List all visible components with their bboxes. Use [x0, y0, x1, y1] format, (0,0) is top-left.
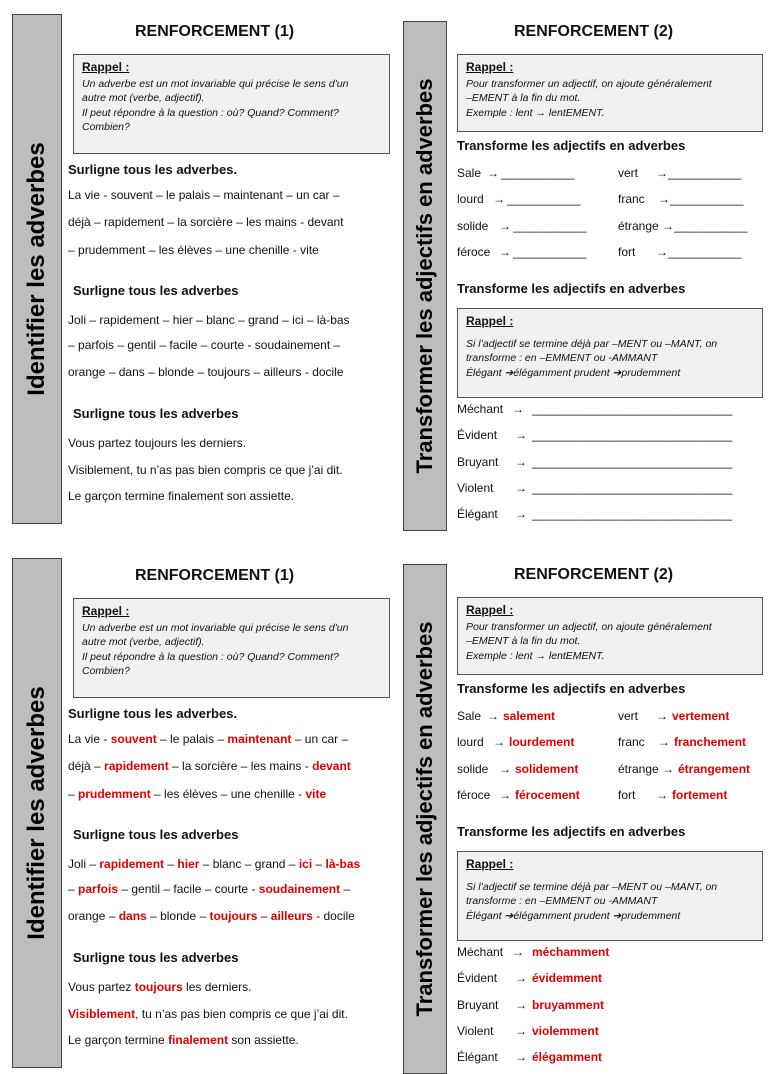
exercise-line	[68, 909, 355, 923]
rappel-title: Rappel :	[82, 604, 130, 618]
rappel-line: Il peut répondre à la question : où? Quand? Comment?	[82, 650, 339, 663]
answer-text: vertement	[672, 709, 730, 723]
answer-blank: ___________	[501, 166, 575, 180]
answer-text: salement	[503, 709, 556, 723]
word: –	[68, 882, 79, 896]
exercise-line	[68, 1033, 299, 1047]
rappel-title: Rappel :	[466, 314, 514, 328]
rappel-title: Rappel :	[82, 60, 130, 74]
exercise-line	[68, 489, 294, 503]
exercise-heading-1: Transforme les adjectifs en adverbes	[457, 138, 686, 153]
arrow-glyph: →	[662, 762, 674, 776]
rappel-title: Rappel :	[466, 60, 514, 74]
arrow-glyph: →	[662, 219, 674, 233]
exercise-line	[68, 215, 344, 229]
word: maintenant	[227, 732, 292, 746]
arrow-glyph: →	[515, 507, 527, 521]
word: toujours	[209, 909, 258, 923]
section-heading: Surligne tous les adverbes.	[68, 162, 238, 177]
arrow-glyph: →	[515, 428, 527, 442]
section-heading: Surligne tous les adverbes	[73, 827, 239, 842]
right-rappel-box-2	[457, 851, 763, 941]
section-heading: Surligne tous les adverbes.	[68, 706, 238, 721]
arrow-glyph: →	[499, 788, 511, 802]
word: parfois	[78, 882, 119, 896]
arrow-glyph: →	[512, 402, 524, 416]
rappel-line: Combien?	[82, 120, 130, 133]
answer-blank: ______________________________	[532, 402, 733, 416]
answer-text: violemment	[532, 1024, 599, 1038]
rappel-line: Pour transformer un adjectif, on ajoute généralement	[466, 78, 712, 91]
word: –	[340, 882, 351, 896]
right-side-label: Transformer les adjectifs en adverbes	[412, 78, 437, 474]
exercise-line	[68, 857, 360, 871]
answer-blank: ___________	[668, 166, 742, 180]
adjective-label: Méchant	[457, 945, 504, 959]
answer-blank: ___________	[513, 245, 587, 259]
adjective-label: lourd	[457, 735, 484, 749]
answer-blank: ______________________________	[532, 507, 733, 521]
word: Joli –	[68, 857, 100, 871]
word: maintenant	[223, 188, 283, 202]
word: – blanc – grand –	[199, 857, 299, 871]
rappel-line: Si l’adjectif se termine déjà par –MENT ou –MANT, on	[466, 338, 718, 351]
answer-blank: ___________	[513, 219, 587, 233]
rappel-line: Pour transformer un adjectif, on ajoute généralement	[466, 621, 712, 634]
left-side-banner	[12, 14, 62, 524]
word: – le palais –	[152, 188, 224, 202]
rappel-line: Élégant ➔élégamment prudent ➔prudemment	[466, 366, 681, 379]
word: La vie -	[68, 732, 111, 746]
word: son assiette.	[228, 1033, 299, 1047]
rappel-line: transforme : en –EMMENT ou -AMMANT	[466, 352, 658, 365]
answer-blank: ___________	[507, 192, 581, 206]
answer-text: lourdement	[509, 735, 575, 749]
word: Le garçon termine	[68, 1033, 169, 1047]
word: – gentil – facile – courte -	[114, 338, 255, 352]
left-rappel-box	[73, 54, 390, 154]
exercise-line	[68, 463, 343, 477]
arrow-glyph: →	[512, 945, 524, 959]
adjective-label: solide	[457, 762, 489, 776]
arrow-glyph: →	[515, 1024, 527, 1038]
adjective-label: lourd	[457, 192, 484, 206]
arrow-glyph: →	[493, 192, 505, 206]
answer-blank: ___________	[670, 192, 744, 206]
rappel-line: Il peut répondre à la question : où? Quand? Comment?	[82, 106, 339, 119]
right-card	[400, 18, 768, 530]
rappel-line: autre mot (verbe, adjectif).	[82, 92, 205, 105]
adjective-label: étrange	[618, 762, 659, 776]
answer-text: étrangement	[678, 762, 751, 776]
word: parfois	[78, 338, 115, 352]
word: - docile	[301, 365, 344, 379]
right-side-label: Transformer les adjectifs en adverbes	[412, 621, 437, 1017]
adjective-label: Élégant	[457, 507, 498, 521]
rappel-title: Rappel :	[466, 857, 514, 871]
adjective-label: Élégant	[457, 1050, 498, 1064]
word: toujours	[134, 980, 183, 994]
word: –	[159, 313, 173, 327]
word: Visiblement	[68, 1007, 136, 1021]
exercise-line	[68, 188, 340, 202]
word: vite	[300, 243, 319, 257]
adjective-label: Violent	[457, 481, 494, 495]
adjective-label: Violent	[457, 1024, 494, 1038]
arrow-glyph: →	[499, 219, 511, 233]
word: toujours	[134, 436, 178, 450]
word: déjà –	[68, 759, 105, 773]
right-rappel-box-2	[457, 308, 763, 398]
right-side-banner	[403, 21, 447, 531]
word: –	[68, 243, 79, 257]
answer-blank: ______________________________	[532, 455, 733, 469]
word: là-bas	[325, 857, 361, 871]
word: souvent	[110, 188, 153, 202]
word: prudemment	[78, 243, 146, 257]
word: – les élèves – une chenille -	[145, 243, 301, 257]
exercise-line	[68, 243, 319, 257]
word: prudemment	[78, 787, 151, 801]
right-card	[400, 561, 768, 1073]
arrow-glyph: →	[658, 192, 670, 206]
word: dans	[118, 365, 145, 379]
answer-blank: ___________	[674, 219, 748, 233]
word: rapidement	[99, 313, 160, 327]
answer-blank: ___________	[668, 245, 742, 259]
left-title: RENFORCEMENT (1)	[135, 567, 295, 584]
exercise-line	[68, 732, 348, 746]
adjective-label: Évident	[457, 428, 498, 442]
word: orange –	[68, 365, 119, 379]
rappel-line: –EMENT à la fin du mot.	[466, 635, 581, 648]
word: soudainement	[254, 338, 331, 352]
answer-text: franchement	[674, 735, 747, 749]
rappel-line: autre mot (verbe, adjectif).	[82, 636, 205, 649]
word: –	[250, 365, 264, 379]
exercise-heading-2: Transforme les adjectifs en adverbes	[457, 824, 686, 839]
arrow-glyph: →	[656, 709, 668, 723]
answer-text: férocement	[515, 788, 580, 802]
arrow-glyph: →	[656, 788, 668, 802]
left-side-label: Identifier les adverbes	[23, 142, 50, 396]
answer-text: bruyamment	[532, 998, 605, 1012]
exercise-line	[68, 787, 326, 801]
adjective-label: féroce	[457, 245, 491, 259]
arrow-glyph: →	[658, 735, 670, 749]
adjective-label: Bruyant	[457, 455, 499, 469]
word: – blanc – grand –	[192, 313, 293, 327]
word: Vous partez	[68, 980, 135, 994]
adjective-label: Sale	[457, 709, 482, 723]
section-heading: Surligne tous les adverbes	[73, 950, 239, 965]
adjective-label: franc	[618, 735, 645, 749]
word: ici	[292, 313, 304, 327]
word: La vie -	[68, 188, 111, 202]
adjective-label: Méchant	[457, 402, 504, 416]
arrow-glyph: →	[499, 245, 511, 259]
section-heading: Surligne tous les adverbes	[73, 406, 239, 421]
arrow-glyph: →	[499, 762, 511, 776]
word: orange –	[68, 909, 119, 923]
rappel-line: Exemple : lent → lentEMENT.	[466, 106, 605, 119]
word: – gentil – facile – courte -	[118, 882, 259, 896]
adjective-label: vert	[618, 166, 639, 180]
answer-text: méchamment	[532, 945, 610, 959]
adjective-label: féroce	[457, 788, 491, 802]
word: – un car –	[282, 188, 340, 202]
exercise-line	[68, 436, 246, 450]
rappel-line: Combien?	[82, 664, 130, 677]
exercise-line	[68, 980, 251, 994]
exercise-line	[68, 365, 344, 379]
word: –	[68, 338, 79, 352]
right-rappel-box-1	[457, 597, 763, 675]
adjective-label: Évident	[457, 971, 498, 985]
rappel-line: –EMENT à la fin du mot.	[466, 92, 581, 105]
word: finalement	[168, 1033, 229, 1047]
right-title: RENFORCEMENT (2)	[514, 23, 674, 40]
word: déjà –	[68, 215, 105, 229]
answer-blank: ______________________________	[532, 481, 733, 495]
left-rappel-box	[73, 598, 390, 698]
word: – la sorcière – les mains -	[168, 759, 313, 773]
word: – la sorcière – les mains -	[164, 215, 308, 229]
adjective-label: solide	[457, 219, 489, 233]
arrow-glyph: →	[487, 709, 499, 723]
section-heading: Surligne tous les adverbes	[73, 283, 239, 298]
left-side-banner	[12, 558, 62, 1068]
right-title: RENFORCEMENT (2)	[514, 566, 674, 583]
word: –	[164, 857, 178, 871]
exercise-line	[68, 338, 340, 352]
word: –	[68, 787, 79, 801]
word: les derniers.	[182, 980, 252, 994]
word: , tu n’as pas bien compris ce que j’ai dit.	[135, 1007, 348, 1021]
word: – blonde –	[144, 365, 208, 379]
exercise-line	[68, 313, 350, 327]
left-card	[0, 14, 390, 524]
answer-text: évidemment	[532, 971, 603, 985]
word: Joli –	[68, 313, 100, 327]
adjective-label: étrange	[618, 219, 659, 233]
arrow-glyph: →	[515, 998, 527, 1012]
answer-blank: ______________________________	[532, 428, 733, 442]
arrow-glyph: →	[656, 245, 668, 259]
exercise-line	[68, 1007, 348, 1021]
word: rapidement	[104, 759, 169, 773]
rappel-line: Un adverbe est un mot invariable qui précise le sens d'un	[82, 78, 349, 91]
word: –	[330, 338, 341, 352]
word: devant	[312, 759, 351, 773]
arrow-glyph: →	[487, 166, 499, 180]
arrow-glyph: →	[656, 166, 668, 180]
arrow-glyph: →	[493, 735, 505, 749]
answer-text: élégamment	[532, 1050, 603, 1064]
rappel-title: Rappel :	[466, 603, 514, 617]
rappel-line: Élégant ➔élégamment prudent ➔prudemment	[466, 909, 681, 922]
right-side-banner	[403, 564, 447, 1074]
word: les derniers.	[177, 436, 247, 450]
adjective-label: fort	[618, 788, 636, 802]
left-title: RENFORCEMENT (1)	[135, 23, 295, 40]
arrow-glyph: →	[515, 455, 527, 469]
word: hier	[172, 313, 193, 327]
rappel-line: Si l’adjectif se termine déjà par –MENT ou –MANT, on	[466, 881, 718, 894]
arrow-glyph: →	[515, 971, 527, 985]
word: toujours	[207, 365, 251, 379]
adjective-label: franc	[618, 192, 645, 206]
word: Vous partez	[68, 436, 135, 450]
word: , tu n’as pas bien compris ce que j’ai dit.	[129, 463, 343, 477]
word: son assiette.	[223, 489, 295, 503]
word: devant	[307, 215, 344, 229]
left-side-label: Identifier les adverbes	[23, 686, 50, 940]
word: soudainement	[258, 882, 341, 896]
word: hier	[177, 857, 200, 871]
word: Le garçon termine	[68, 489, 169, 503]
right-rappel-box-1	[457, 54, 763, 132]
adjective-label: Sale	[457, 166, 482, 180]
word: Visiblement	[68, 463, 130, 477]
word: vite	[305, 787, 327, 801]
word: - docile	[312, 909, 355, 923]
arrow-glyph: →	[515, 1050, 527, 1064]
word: – un car –	[291, 732, 349, 746]
arrow-glyph: →	[515, 481, 527, 495]
word: ailleurs	[270, 909, 313, 923]
word: dans	[118, 909, 147, 923]
word: –	[312, 857, 326, 871]
exercise-line	[68, 882, 350, 896]
word: – les élèves – une chenille -	[150, 787, 306, 801]
word: – le palais –	[156, 732, 228, 746]
adjective-label: fort	[618, 245, 636, 259]
word: finalement	[168, 489, 224, 503]
word: ailleurs	[263, 365, 302, 379]
rappel-line: transforme : en –EMMENT ou -AMMANT	[466, 895, 658, 908]
word: rapidement	[104, 215, 165, 229]
word: – blonde –	[146, 909, 210, 923]
answer-text: fortement	[672, 788, 728, 802]
exercise-heading-2: Transforme les adjectifs en adverbes	[457, 281, 686, 296]
rappel-line: Un adverbe est un mot invariable qui précise le sens d'un	[82, 622, 349, 635]
word: souvent	[110, 732, 157, 746]
exercise-line	[68, 759, 351, 773]
word: –	[257, 909, 271, 923]
rappel-line: Exemple : lent → lentEMENT.	[466, 649, 605, 662]
word: ici	[298, 857, 313, 871]
word: rapidement	[99, 857, 165, 871]
word: là-bas	[316, 313, 350, 327]
adjective-label: vert	[618, 709, 639, 723]
left-card	[0, 558, 390, 1068]
answer-text: solidement	[515, 762, 579, 776]
exercise-heading-1: Transforme les adjectifs en adverbes	[457, 681, 686, 696]
word: –	[303, 313, 317, 327]
adjective-label: Bruyant	[457, 998, 499, 1012]
